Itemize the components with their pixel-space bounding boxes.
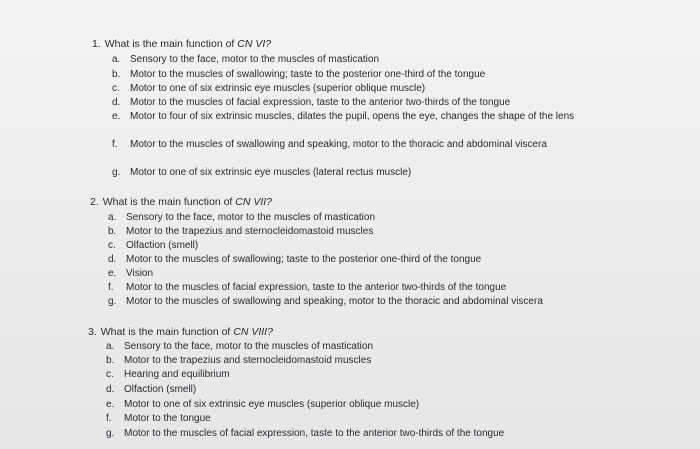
- question-2-option-g: g. Motor to the muscles of swallowing and speaking, motor to the thoracic and abdominal viscera: [108, 296, 543, 307]
- question-3-option-g: g. Motor to the muscles of facial expression, taste to the anterior two-thirds of the tongue: [106, 428, 505, 439]
- question-2-option-f: f. Motor to the muscles of facial expression, taste to the anterior two-thirds of the tongue: [108, 282, 507, 293]
- question-3-option-f: f. Motor to the tongue: [106, 413, 211, 424]
- question-1-option-g: g. Motor to one of six extrinsic eye muscles (lateral rectus muscle): [112, 167, 412, 178]
- question-1-option-b: b. Motor to the muscles of swallowing; taste to the posterior one-third of the tongue: [112, 69, 486, 80]
- question-3-option-d: d. Olfaction (smell): [106, 384, 197, 395]
- question-3-option-c: c. Hearing and equilibrium: [106, 369, 230, 380]
- question-2-option-b: b. Motor to the trapezius and sternocleidomastoid muscles: [108, 226, 374, 237]
- question-2-option-e: e. Vision: [108, 268, 154, 279]
- question-3-option-e: e. Motor to one of six extrinsic eye muscles (superior oblique muscle): [106, 399, 420, 410]
- question-1-option-e: e. Motor to four of six extrinsic muscles, dilates the pupil, opens the eye, changes the shape of the lens: [112, 111, 575, 122]
- question-2-title: 2. What is the main function of CN VII?: [90, 196, 273, 208]
- question-3-option-b: b. Motor to the trapezius and sternocleidomastoid muscles: [106, 355, 372, 366]
- question-1-option-a: a. Sensory to the face, motor to the muscles of mastication: [112, 54, 380, 65]
- question-1-option-f: f. Motor to the muscles of swallowing and speaking, motor to the thoracic and abdominal viscera: [112, 139, 547, 150]
- question-3-option-a: a. Sensory to the face, motor to the muscles of mastication: [106, 341, 374, 352]
- question-1-title: 1. What is the main function of CN VI?: [92, 38, 272, 50]
- question-2-option-d: d. Motor to the muscles of swallowing; taste to the posterior one-third of the tongue: [108, 254, 482, 265]
- question-2-option-c: c. Olfaction (smell): [108, 240, 199, 251]
- question-1-option-c: c. Motor to one of six extrinsic eye muscles (superior oblique muscle): [112, 83, 426, 94]
- question-3-title: 3. What is the main function of CN VIII?: [88, 326, 273, 338]
- question-2-option-a: a. Sensory to the face, motor to the muscles of mastication: [108, 212, 376, 223]
- question-1-option-d: d. Motor to the muscles of facial expression, taste to the anterior two-thirds of the tongue: [112, 97, 511, 108]
